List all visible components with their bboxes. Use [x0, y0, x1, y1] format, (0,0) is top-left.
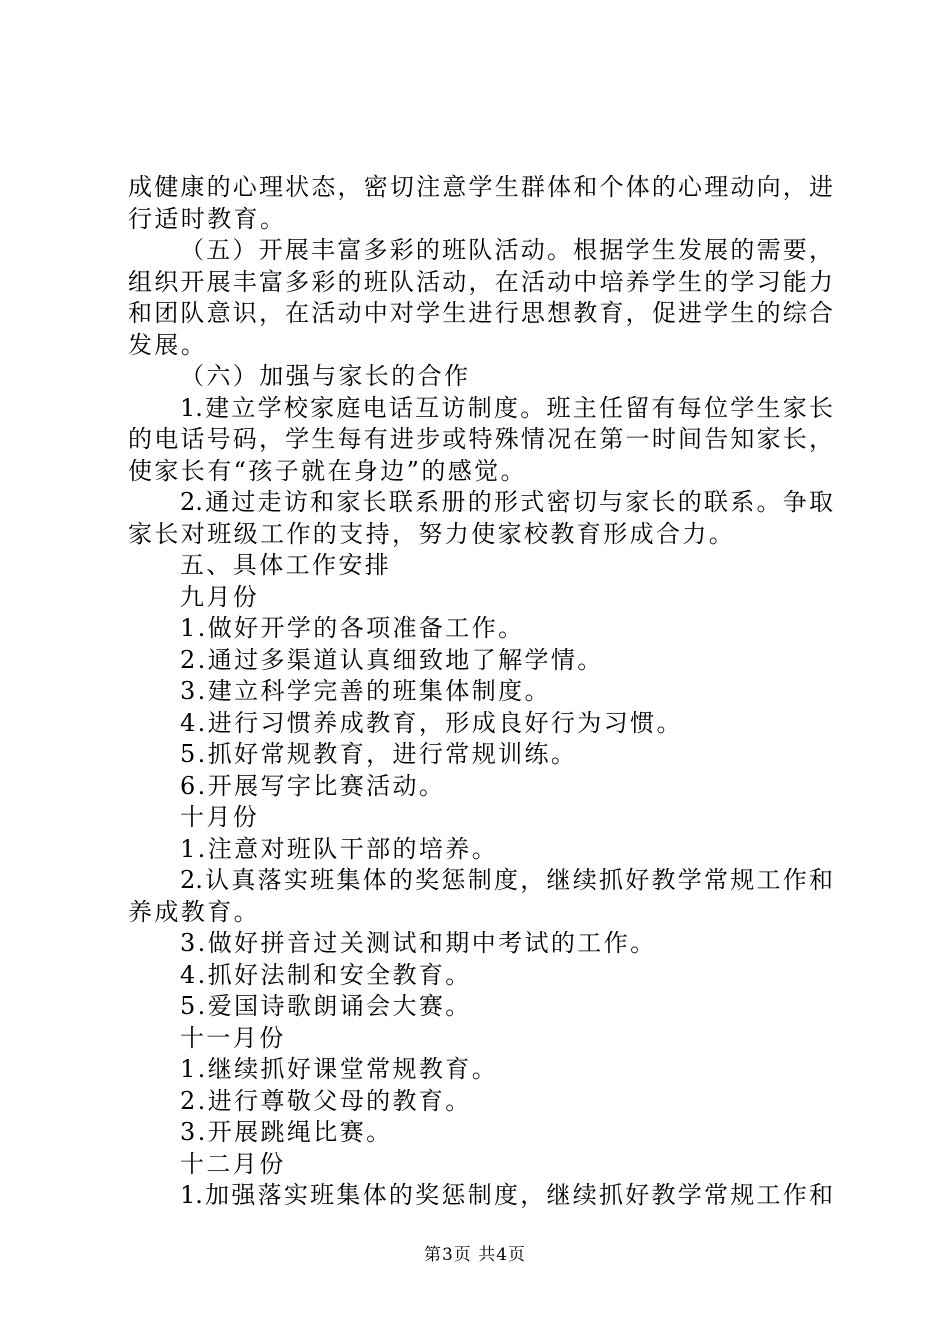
text-line: 发展。	[128, 330, 208, 359]
list-item: 4.抓好法制和安全教育。	[180, 960, 472, 989]
text-line: 的电话号码，学生每有进步或特殊情况在第一时间告知家长，	[128, 425, 833, 453]
page-number-footer: 第3页 共4页	[423, 1245, 527, 1265]
list-item: 1.做好开学的各项准备工作。	[180, 614, 525, 642]
text-line: 养成教育。	[128, 897, 260, 926]
list-item: 4.进行习惯养成教育，形成良好行为习惯。	[180, 708, 683, 737]
list-item: 2.通过多渠道认真细致地了解学情。	[180, 645, 604, 674]
text-line: 1.建立学校家庭电话互访制度。班主任留有每位学生家长	[180, 393, 833, 422]
list-item: 2.进行尊敬父母的教育。	[180, 1086, 472, 1115]
list-item: 6.开展写字比赛活动。	[180, 771, 446, 800]
text-line: 和团队意识，在活动中对学生进行思想教育，促进学生的综合	[128, 299, 833, 327]
list-item: 3.做好拼音过关测试和期中考试的工作。	[180, 929, 657, 957]
list-item: 5.抓好常规教育，进行常规训练。	[180, 740, 578, 768]
text-line: 组织开展丰富多彩的班队活动，在活动中培养学生的学习能力	[128, 267, 833, 296]
list-item: 3.开展跳绳比赛。	[180, 1118, 393, 1146]
list-item: 2.认真落实班集体的奖惩制度，继续抓好教学常规工作和	[180, 866, 833, 894]
text-line: 成健康的心理状态，密切注意学生群体和个体的心理动向，进	[128, 173, 833, 201]
text-line: 2.通过走访和家长联系册的形式密切与家长的联系。争取	[180, 488, 833, 516]
month-heading: 十月份	[180, 803, 260, 831]
list-item: 5.爱国诗歌朗诵会大赛。	[180, 992, 472, 1020]
list-item: 1.继续抓好课堂常规教育。	[180, 1055, 499, 1083]
month-heading: 十二月份	[180, 1149, 286, 1178]
text-line: 行适时教育。	[128, 204, 287, 233]
text-line: 家长对班级工作的支持，努力使家校教育形成合力。	[128, 519, 736, 548]
section-heading: （六）加强与家长的合作	[180, 362, 471, 390]
text-line: 使家长有“孩子就在身边”的感觉。	[128, 456, 527, 485]
document-body	[128, 172, 833, 1212]
section-heading: 五、具体工作安排	[180, 551, 392, 579]
month-heading: 九月份	[180, 582, 260, 611]
month-heading: 十一月份	[180, 1023, 286, 1052]
list-item: 3.建立科学完善的班集体制度。	[180, 677, 551, 705]
list-item: 1.加强落实班集体的奖惩制度，继续抓好教学常规工作和	[180, 1181, 833, 1209]
list-item: 1.注意对班队干部的培养。	[180, 834, 499, 863]
text-line: （五）开展丰富多彩的班队活动。根据学生发展的需要，	[180, 236, 833, 264]
